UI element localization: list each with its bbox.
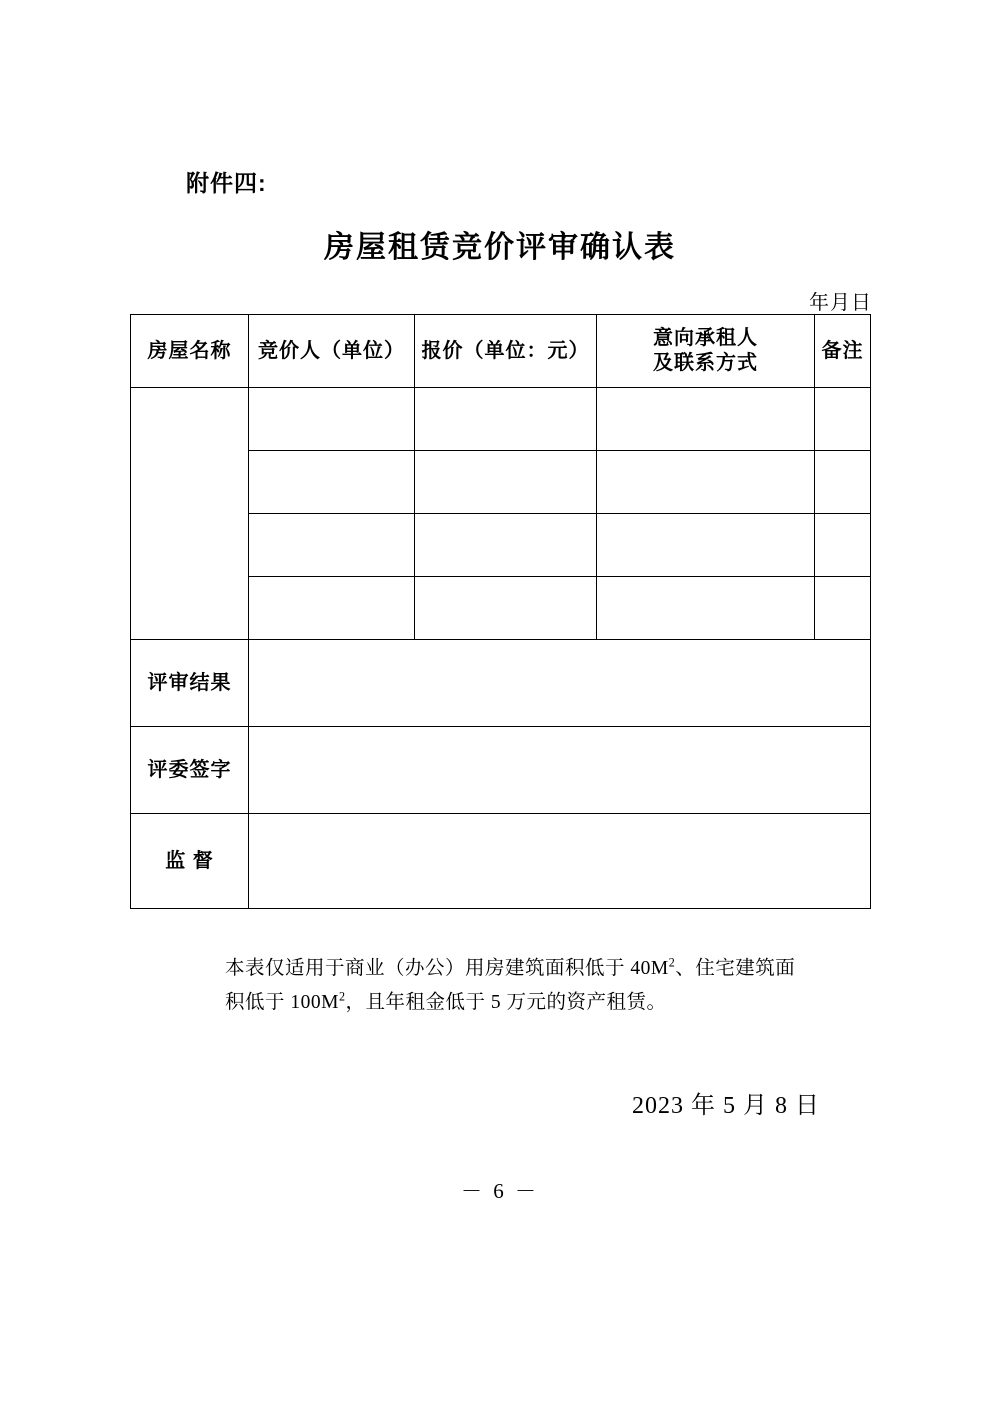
value-review-result[interactable] xyxy=(249,640,871,727)
label-review-result: 评审结果 xyxy=(131,640,249,727)
cell-intended-tenant[interactable] xyxy=(597,388,815,451)
table-note-line2-superscript: 2 xyxy=(338,989,346,1004)
cell-remark[interactable] xyxy=(815,451,871,514)
header-cell-house-name: 房屋名称 xyxy=(131,315,249,388)
table-note xyxy=(225,952,825,1020)
table-header-row xyxy=(131,315,871,388)
cell-offer-price[interactable] xyxy=(415,514,597,577)
cell-bidder[interactable] xyxy=(249,388,415,451)
header-cell-intended-tenant-line2: 及联系方式 xyxy=(653,352,758,374)
page-number: － 6 － xyxy=(461,1179,539,1203)
value-judge-signature[interactable] xyxy=(249,727,871,814)
table-row-judge-signature xyxy=(131,727,871,814)
table-row-review-result xyxy=(131,640,871,727)
cell-intended-tenant[interactable] xyxy=(597,577,815,640)
cell-bidder[interactable] xyxy=(249,577,415,640)
cell-offer-price[interactable] xyxy=(415,577,597,640)
table-row xyxy=(131,388,871,451)
cell-bidder[interactable] xyxy=(249,451,415,514)
table-note-line1-cont: 、住宅建筑面 xyxy=(675,958,796,979)
table-note-line1-text: 本表仅适用于商业（办公）用房建筑面积低于 40M xyxy=(225,958,669,979)
label-judge-signature: 评委签字 xyxy=(131,727,249,814)
header-cell-remark: 备注 xyxy=(815,315,871,388)
table-note-line1 xyxy=(225,952,825,986)
cell-intended-tenant[interactable] xyxy=(597,514,815,577)
table-note-line2-cont: ，且年租金低于 5 万元的资产租赁。 xyxy=(345,992,667,1014)
table-note-line1-superscript: 2 xyxy=(668,955,676,970)
cell-offer-price[interactable] xyxy=(415,451,597,514)
label-supervision: 监 督 xyxy=(131,814,249,909)
bid-review-table xyxy=(130,314,871,909)
signature-date: 2023 年 5 月 8 日 xyxy=(632,1093,820,1119)
table-row-supervision xyxy=(131,814,871,909)
header-cell-intended-tenant xyxy=(597,315,815,388)
header-cell-intended-tenant-line1: 意向承租人 xyxy=(653,327,758,349)
date-placeholder: 年月日 xyxy=(809,292,872,314)
value-supervision[interactable] xyxy=(249,814,871,909)
cell-remark[interactable] xyxy=(815,514,871,577)
table-note-line2 xyxy=(225,986,825,1020)
cell-intended-tenant[interactable] xyxy=(597,451,815,514)
cell-house-name[interactable] xyxy=(131,388,249,640)
page-title: 房屋租赁竞价评审确认表 xyxy=(324,231,676,264)
cell-remark[interactable] xyxy=(815,388,871,451)
header-cell-offer-price: 报价（单位：元） xyxy=(415,315,597,388)
table-note-line2-text: 积低于 100M xyxy=(225,992,339,1014)
cell-bidder[interactable] xyxy=(249,514,415,577)
cell-remark[interactable] xyxy=(815,577,871,640)
header-cell-bidder: 竞价人（单位） xyxy=(249,315,415,388)
attachment-label: 附件四: xyxy=(186,170,267,196)
cell-offer-price[interactable] xyxy=(415,388,597,451)
